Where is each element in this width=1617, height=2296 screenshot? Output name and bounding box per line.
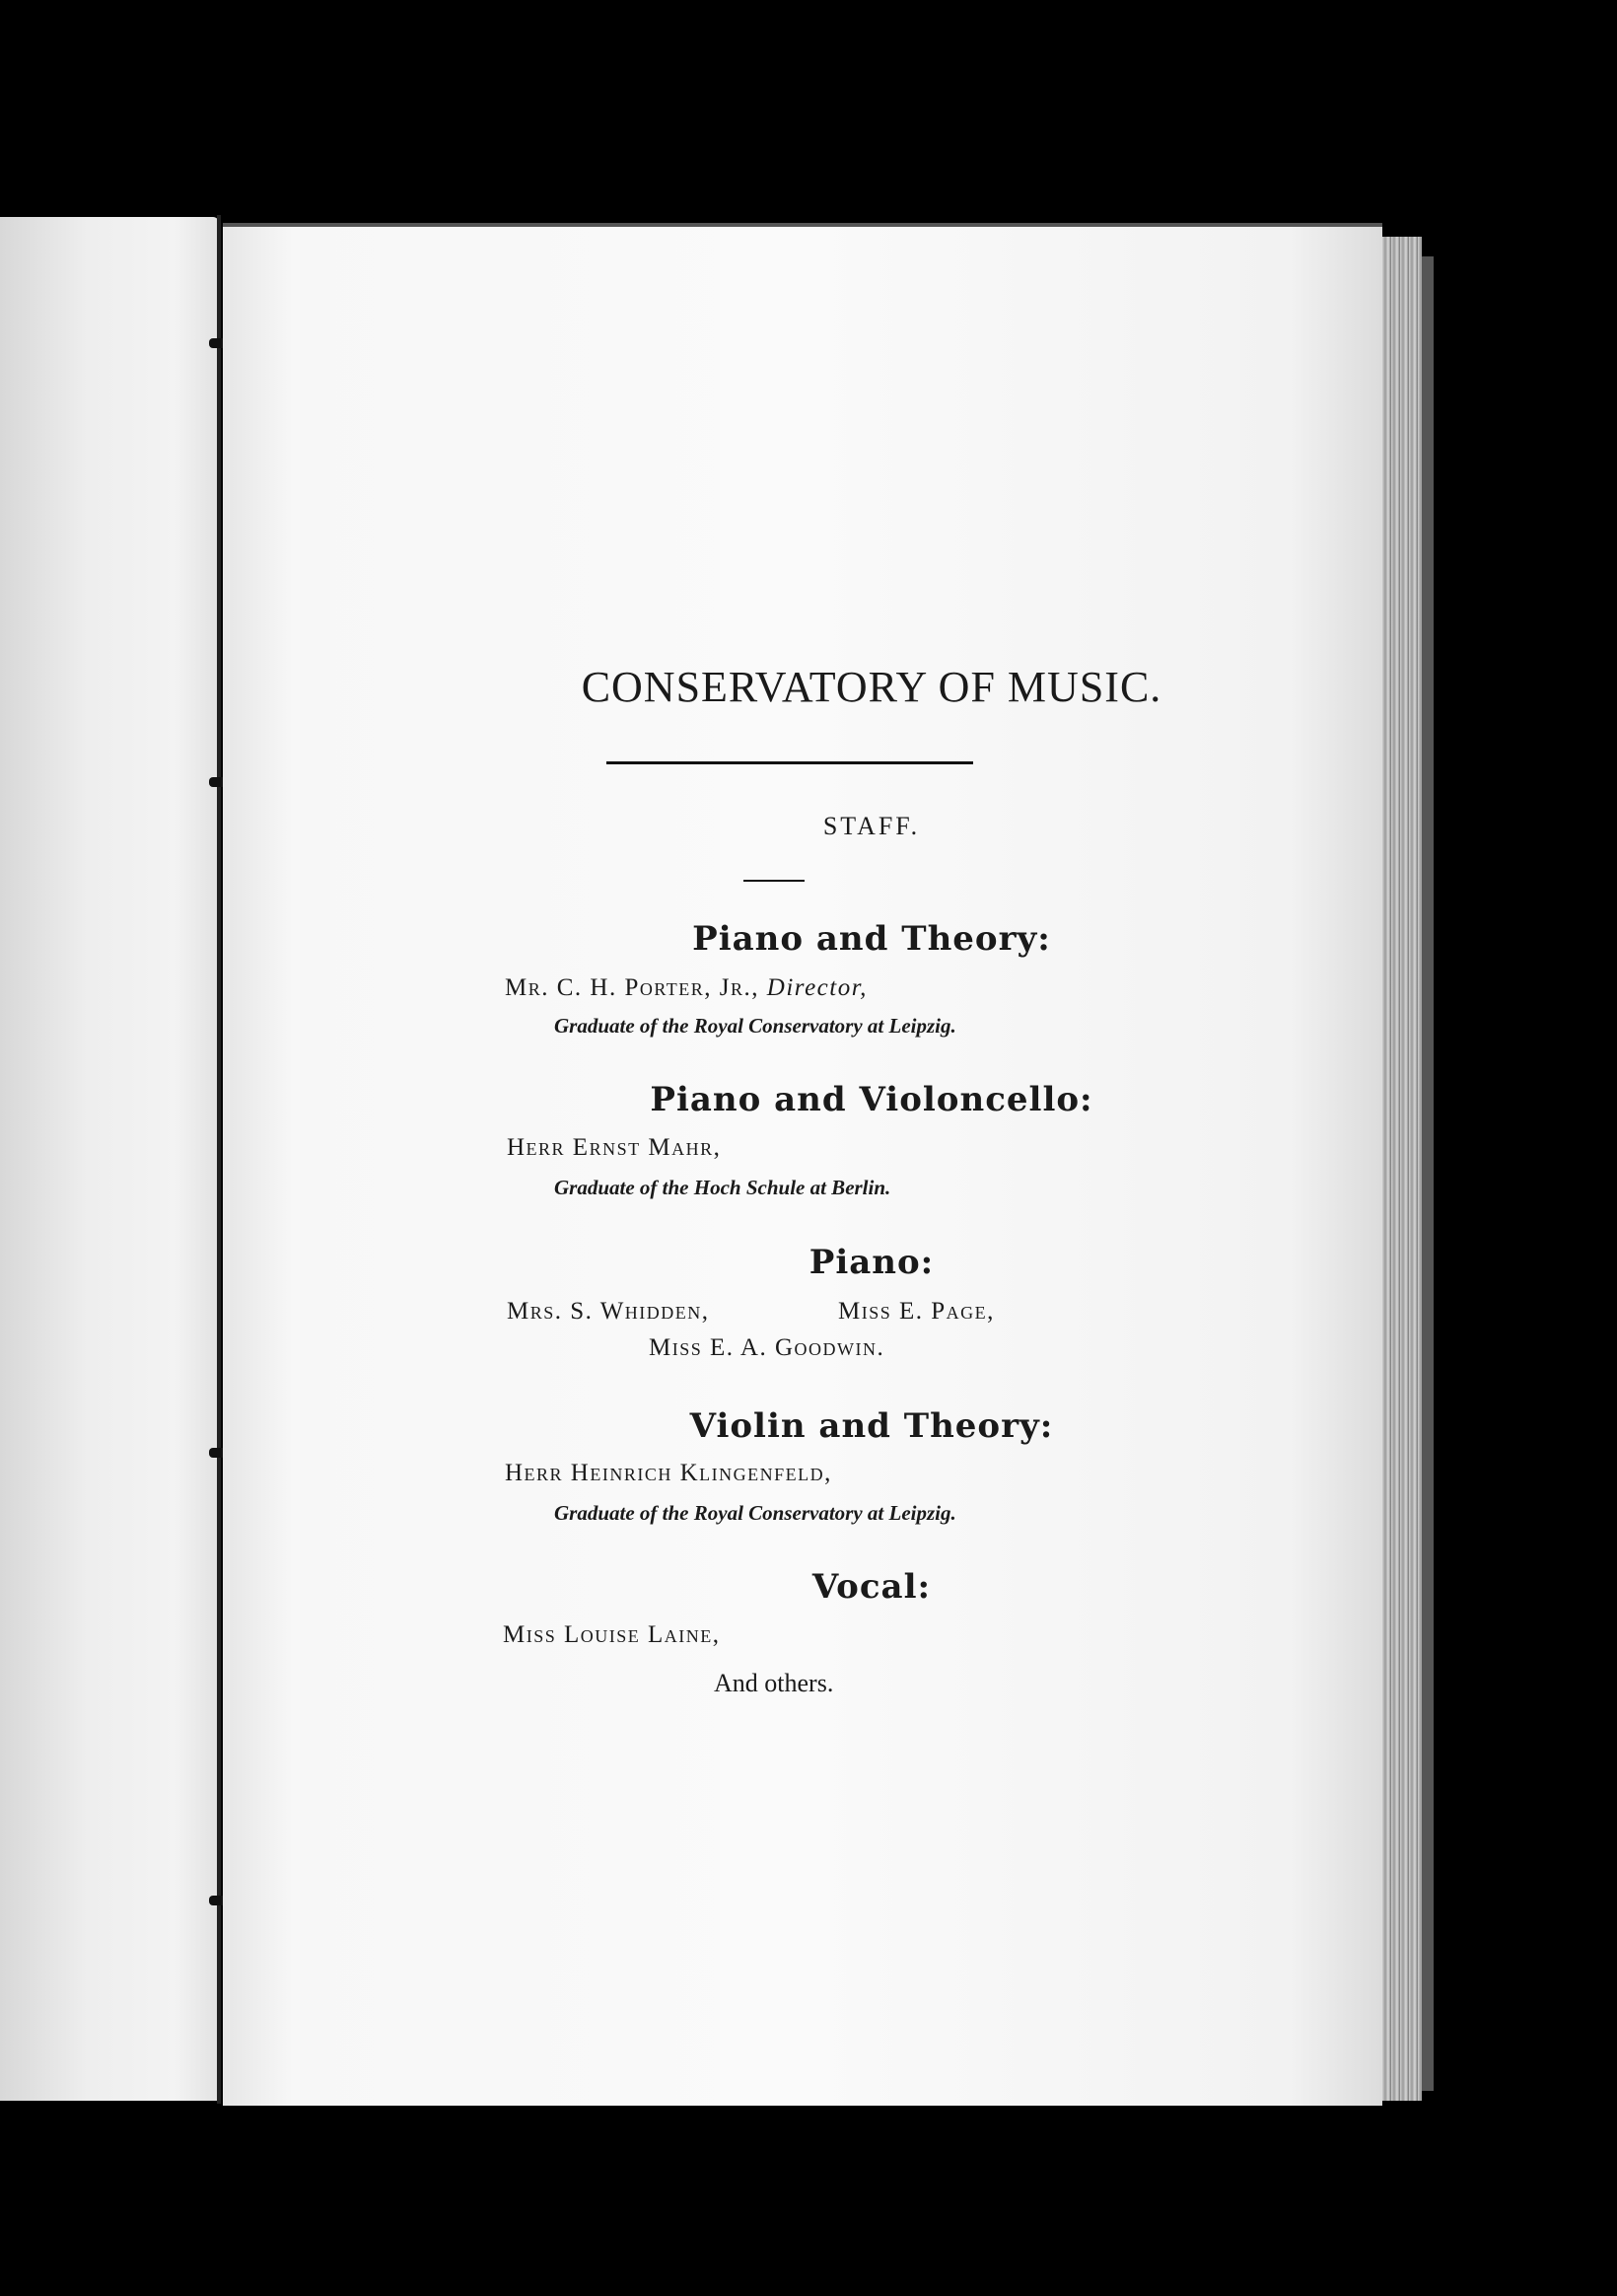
staff-name-porter bbox=[505, 974, 868, 1002]
staff-role: Director, bbox=[766, 974, 868, 1001]
left-page bbox=[0, 217, 219, 2101]
page-title: CONSERVATORY OF MUSIC. bbox=[581, 663, 1162, 711]
page-content bbox=[223, 223, 1382, 2102]
staff-name-goodwin: Miss E. A. Goodwin. bbox=[649, 1334, 885, 1361]
and-others-text: And others. bbox=[714, 1669, 834, 1697]
page-edge bbox=[1382, 237, 1422, 2101]
staff-name-page: Miss E. Page, bbox=[838, 1298, 995, 1325]
graduate-note: Graduate of the Royal Conservatory at Leipzig. bbox=[554, 1014, 956, 1038]
staff-heading: STAFF. bbox=[822, 812, 921, 840]
section-heading-piano-theory: Piano and Theory: bbox=[692, 919, 1051, 959]
staff-name-laine: Miss Louise Laine, bbox=[503, 1621, 721, 1648]
book-cover-edge bbox=[1422, 256, 1434, 2091]
section-heading-piano-violoncello: Piano and Violoncello: bbox=[650, 1080, 1093, 1119]
staff-rule bbox=[743, 880, 805, 882]
book-gutter bbox=[217, 215, 221, 2104]
section-heading-piano: Piano: bbox=[808, 1243, 935, 1282]
title-rule bbox=[606, 761, 973, 764]
section-heading-violin-theory: Violin and Theory: bbox=[689, 1406, 1054, 1446]
staff-name-whidden: Mrs. S. Whidden, bbox=[507, 1298, 710, 1325]
staff-name-klingenfeld: Herr Heinrich Klingenfeld, bbox=[505, 1460, 832, 1486]
staff-name-text: Mr. C. H. Porter, Jr., bbox=[505, 974, 760, 1001]
staff-name-mahr: Herr Ernst Mahr, bbox=[507, 1134, 722, 1161]
graduate-note: Graduate of the Royal Conservatory at Leipzig. bbox=[554, 1501, 956, 1525]
section-heading-vocal: Vocal: bbox=[811, 1567, 932, 1607]
graduate-note: Graduate of the Hoch Schule at Berlin. bbox=[554, 1176, 891, 1199]
